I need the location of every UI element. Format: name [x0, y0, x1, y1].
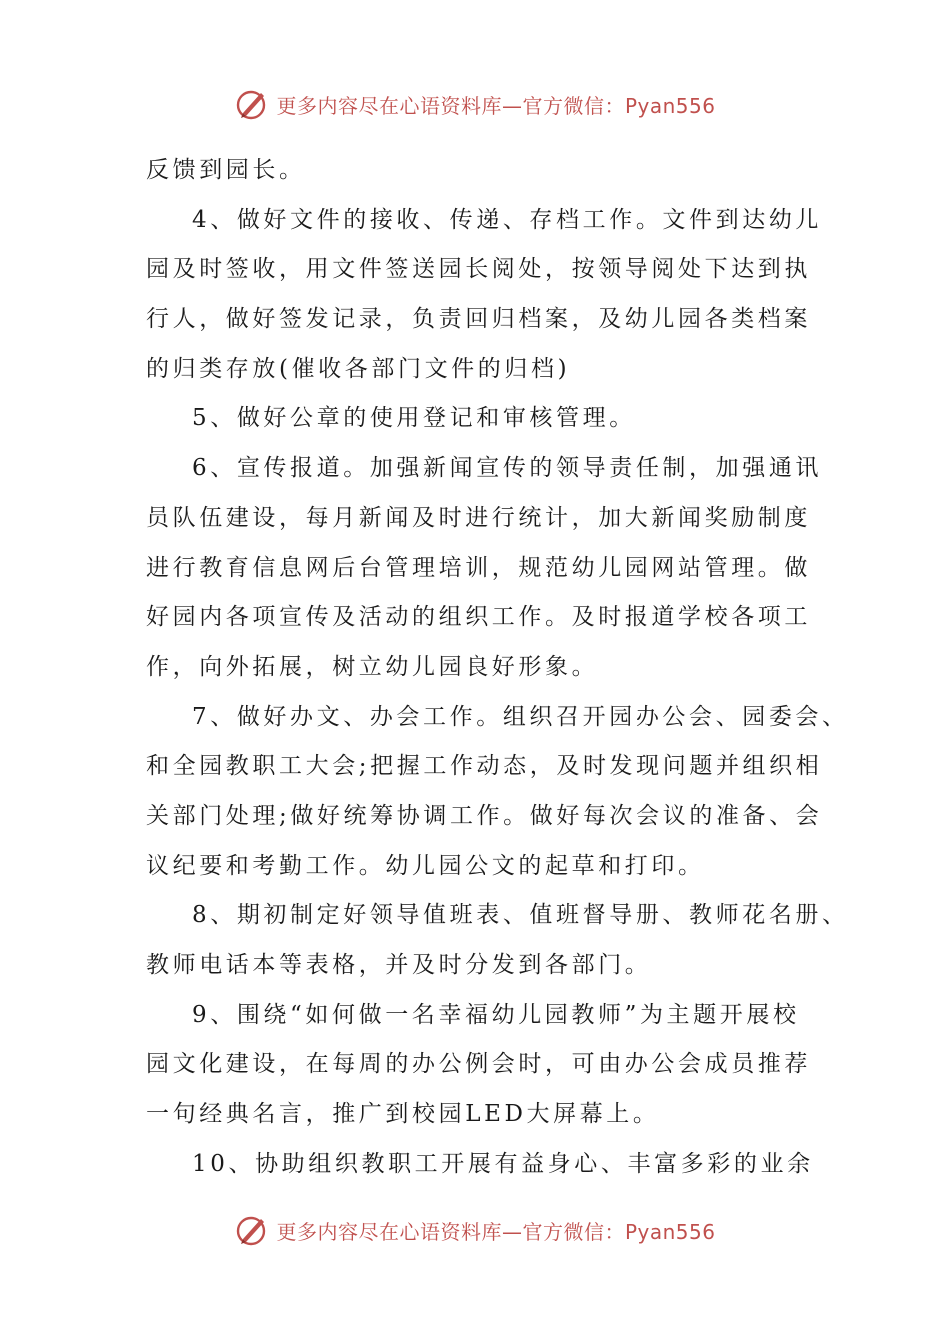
text-line: 的归类存放(催收各部门文件的归档): [146, 355, 571, 382]
text-line: 4、做好文件的接收、传递、存档工作。文件到达幼儿: [192, 206, 823, 233]
text-line: 7、做好办文、办会工作。组织召开园办公会、园委会、: [192, 703, 849, 730]
text-line: 6、宣传报道。加强新闻宣传的领导责任制，加强通讯: [192, 455, 823, 482]
text-line: 作，向外拓展，树立幼儿园良好形象。: [146, 653, 599, 680]
pen-logo-icon: [234, 1212, 270, 1248]
document-body: [146, 146, 849, 1189]
watermark-text: 更多内容尽在心语资料库—官方微信：Pyan556: [276, 93, 716, 118]
text-line: 和全园教职工大会;把握工作动态，及时发现问题并组织相: [146, 753, 823, 780]
text-line: 反馈到园长。: [146, 157, 306, 183]
text-line: 好园内各项宣传及活动的组织工作。及时报道学校各项工: [146, 604, 811, 631]
text-line: 10、协助组织教职工开展有益身心、丰富多彩的业余: [192, 1150, 814, 1177]
text-line: 议纪要和考勤工作。幼儿园公文的起草和打印。: [146, 852, 705, 879]
text-line: 8、期初制定好领导值班表、值班督导册、教师花名册、: [192, 902, 849, 929]
pen-logo-icon: [234, 86, 270, 122]
text-line: 行人，做好签发记录，负责回归档案，及幼儿园各类档案: [146, 306, 811, 333]
text-line: 园及时签收，用文件签送园长阅处，按领导阅处下达到执: [146, 256, 811, 283]
text-line: 进行教育信息网后台管理培训，规范幼儿园网站管理。做: [146, 554, 811, 581]
text-line: 员队伍建设，每月新闻及时进行统计，加大新闻奖励制度: [146, 504, 811, 531]
text-line: 5、做好公章的使用登记和审核管理。: [192, 405, 636, 432]
watermark-header: [0, 84, 950, 124]
text-line: 关部门处理;做好统筹协调工作。做好每次会议的准备、会: [146, 802, 823, 829]
watermark-footer: [0, 1210, 950, 1250]
text-line: 9、围绕“如何做一名幸福幼儿园教师”为主题开展校: [192, 1001, 800, 1028]
watermark-text: 更多内容尽在心语资料库—官方微信：Pyan556: [276, 1219, 716, 1244]
text-line: 教师电话本等表格，并及时分发到各部门。: [146, 952, 652, 978]
text-line: 一句经典名言，推广到校园LED大屏幕上。: [146, 1101, 660, 1128]
text-line: 园文化建设，在每周的办公例会时，可由办公会成员推荐: [146, 1051, 811, 1078]
